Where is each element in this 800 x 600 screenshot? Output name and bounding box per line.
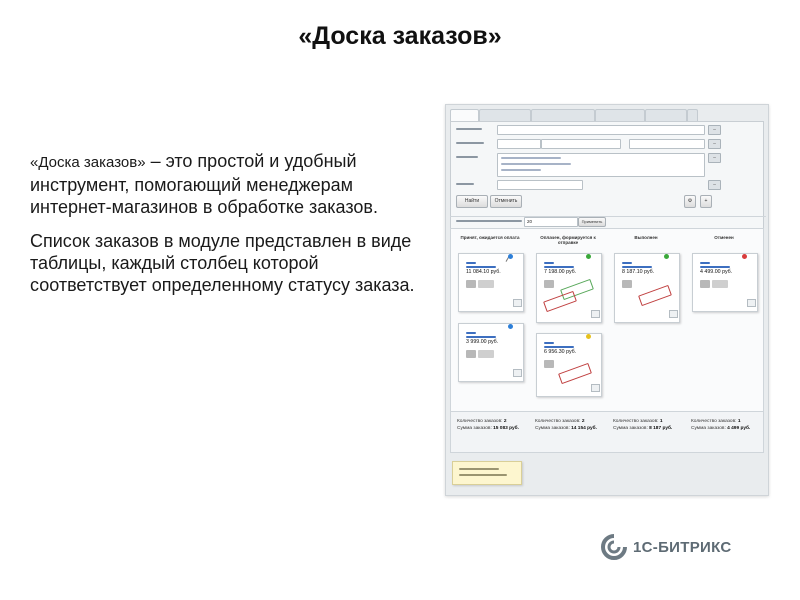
sum-label: Сумма заказов: <box>613 426 648 431</box>
filter-remove-1[interactable]: – <box>708 125 721 135</box>
order-price: 4 499.00 руб. <box>700 269 733 275</box>
shipped-stamp <box>558 363 592 384</box>
pin-icon <box>586 254 591 259</box>
tab-2[interactable] <box>479 109 531 121</box>
screenshot-tabs <box>450 109 764 121</box>
status-option <box>501 157 561 159</box>
count-value: 2 <box>503 419 507 424</box>
note-line <box>459 468 499 470</box>
column-summaries <box>450 411 764 453</box>
count-value: 1 <box>737 419 741 424</box>
paragraph-2: Список заказов в модуле представлен в виде таблицы, каждый столбец которой соответствует определенному статусу заказа. <box>30 231 415 295</box>
gear-icon[interactable]: ⚙ <box>684 195 696 208</box>
date-badge <box>700 280 710 288</box>
filter-select-date[interactable] <box>497 139 541 149</box>
find-button[interactable]: Найти <box>456 195 488 208</box>
filter-remove-3[interactable]: – <box>708 153 721 163</box>
order-link[interactable] <box>622 262 632 264</box>
filter-status-list[interactable] <box>497 153 705 177</box>
shipped-stamp <box>543 291 577 312</box>
customer-link[interactable] <box>466 336 496 338</box>
tab-4[interactable] <box>595 109 645 121</box>
tab-3[interactable] <box>531 109 595 121</box>
filter-input-1[interactable] <box>497 125 705 135</box>
date-badge <box>466 280 476 288</box>
count-label: Количество заказов: <box>535 419 581 424</box>
shipped-stamp <box>638 285 672 306</box>
customer-link[interactable] <box>622 266 652 268</box>
filter-remove-4[interactable]: – <box>708 180 721 190</box>
tab-filter[interactable] <box>450 109 479 121</box>
paragraph-1-body: – это простой и удобный инструмент, помогающий менеджерам интернет-магазинов в обработке заказов. <box>30 151 378 217</box>
add-icon[interactable]: + <box>700 195 712 208</box>
summary-col-2 <box>535 418 605 432</box>
kanban-board <box>450 228 764 413</box>
bitrix-logo <box>600 533 731 561</box>
filter-date-from[interactable] <box>541 139 621 149</box>
per-page-label <box>456 220 522 222</box>
status-badge <box>712 280 728 288</box>
sum-value: 14 154 руб. <box>571 426 597 431</box>
note-line <box>459 474 507 476</box>
logo-text: 1С-БИТРИКС <box>633 538 732 556</box>
sum-value: 15 083 руб. <box>493 426 519 431</box>
order-link[interactable] <box>466 262 476 264</box>
order-card[interactable] <box>536 253 602 323</box>
status-badge <box>478 280 494 288</box>
description-text <box>30 150 415 308</box>
date-badge <box>466 350 476 358</box>
order-card[interactable] <box>614 253 680 323</box>
order-card[interactable] <box>536 333 602 397</box>
customer-link[interactable] <box>544 346 574 348</box>
paragraph-1-lead: «Доска заказов» <box>30 154 146 171</box>
per-page-input[interactable]: 20 <box>524 217 578 227</box>
pin-icon <box>742 254 747 259</box>
status-option <box>501 169 541 171</box>
order-price: 7 198.00 руб. <box>544 269 577 275</box>
order-card[interactable] <box>458 323 524 382</box>
edit-icon[interactable] <box>513 299 522 307</box>
edit-icon[interactable] <box>747 299 756 307</box>
summary-col-4 <box>691 418 761 432</box>
summary-col-1 <box>457 418 527 432</box>
sum-label: Сумма заказов: <box>457 426 492 431</box>
tab-add[interactable] <box>687 109 698 121</box>
status-option <box>501 163 571 165</box>
edit-icon[interactable] <box>513 369 522 377</box>
customer-link[interactable] <box>466 266 496 268</box>
pin-icon <box>508 324 513 329</box>
edit-icon[interactable] <box>591 384 600 392</box>
filter-date-to[interactable] <box>629 139 705 149</box>
order-price: 6 956.30 руб. <box>544 349 577 355</box>
column-header: Принят, ожидается оплата <box>460 235 520 240</box>
count-label: Количество заказов: <box>691 419 737 424</box>
order-price: 11 084.10 руб. <box>466 269 501 275</box>
filter-label-3 <box>456 156 478 158</box>
column-header: Отменен <box>714 235 734 240</box>
order-price: 3 999.00 руб. <box>466 339 499 345</box>
filter-label-4 <box>456 183 474 185</box>
summary-col-3 <box>613 418 683 432</box>
pin-icon <box>586 334 591 339</box>
date-badge <box>544 280 554 288</box>
order-card[interactable] <box>692 253 758 312</box>
count-label: Количество заказов: <box>613 419 659 424</box>
status-badge <box>478 350 494 358</box>
customer-link[interactable] <box>700 266 730 268</box>
order-link[interactable] <box>544 262 554 264</box>
pin-icon <box>508 254 513 259</box>
count-value: 2 <box>581 419 585 424</box>
column-header: Выполнен <box>634 235 658 240</box>
sum-label: Сумма заказов: <box>691 426 726 431</box>
count-value: 1 <box>659 419 663 424</box>
order-link[interactable] <box>466 332 476 334</box>
order-card[interactable] <box>458 253 524 312</box>
edit-icon[interactable] <box>669 310 678 318</box>
date-badge <box>544 360 554 368</box>
order-link[interactable] <box>544 342 554 344</box>
edit-icon[interactable] <box>591 310 600 318</box>
selection-note <box>452 461 522 485</box>
count-label: Количество заказов: <box>457 419 503 424</box>
tab-5[interactable] <box>645 109 687 121</box>
customer-link[interactable] <box>544 266 574 268</box>
filter-select-cancel[interactable] <box>497 180 583 190</box>
pin-icon <box>664 254 669 259</box>
order-board-screenshot <box>445 104 769 496</box>
sum-label: Сумма заказов: <box>535 426 570 431</box>
column-header: Оплачен, формируется к отправке <box>540 235 596 245</box>
filter-remove-2[interactable]: – <box>708 139 721 149</box>
bitrix-logo-icon <box>600 533 628 561</box>
filter-label-1 <box>456 128 482 130</box>
sum-value: 4 499 руб. <box>727 426 751 431</box>
order-link[interactable] <box>700 262 710 264</box>
slide-title: «Доска заказов» <box>298 22 502 50</box>
divider <box>450 216 766 217</box>
apply-button[interactable]: Применить <box>578 217 606 227</box>
order-price: 8 187.10 руб. <box>622 269 655 275</box>
date-badge <box>622 280 632 288</box>
sum-value: 8 187 руб. <box>649 426 673 431</box>
paragraph-1 <box>30 150 415 218</box>
cancel-button[interactable]: Отменить <box>490 195 522 208</box>
filter-label-2 <box>456 142 484 144</box>
